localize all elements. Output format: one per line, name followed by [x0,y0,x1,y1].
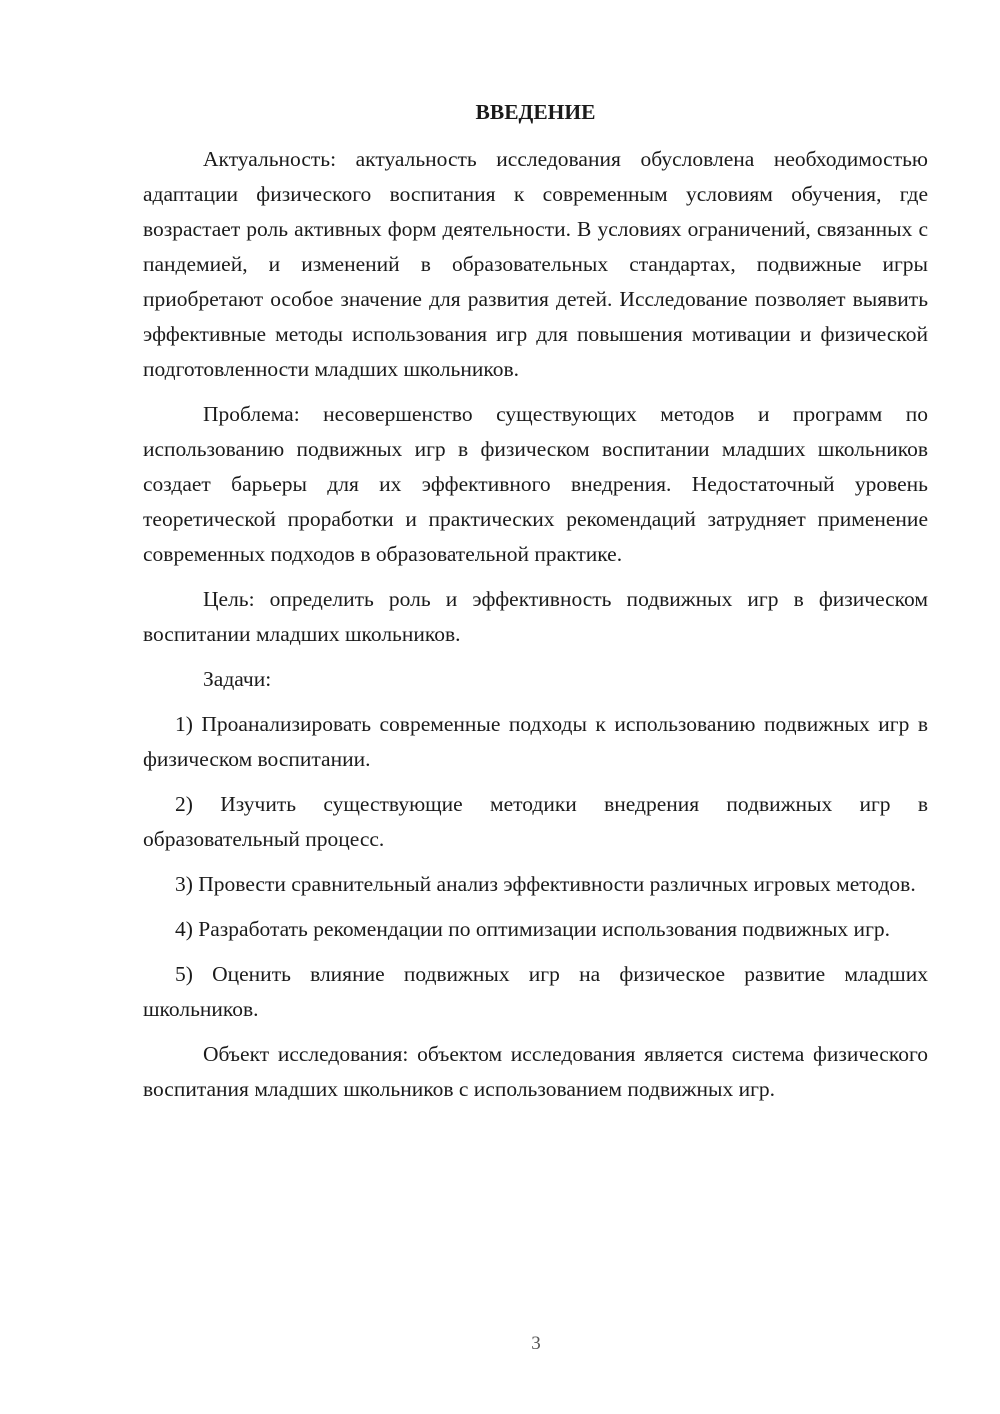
task-item: 4) Разработать рекомендации по оптимизации использования подвижных игр. [175,917,891,941]
task-item: 3) Провести сравнительный анализ эффективности различных игровых методов. [175,872,916,896]
problem-paragraph: Проблема: несовершенство существующих методов и программ по использованию подвижных игр в физическом воспитании младших школьников создает барьеры для их эффективного внедрения. Недостаточный уровень теоретической проработки и практических рекомендаций затрудняет применение современных подходов в образовательной практике. [143,402,928,566]
task-item: 2) Изучить существующие методики внедрения подвижных игр в образовательный процесс. [143,792,928,851]
section-title: ВВЕДЕНИЕ [475,100,596,124]
object-paragraph: Объект исследования: объектом исследования является система физического воспитания младших школьников с использованием подвижных игр. [143,1042,928,1101]
tasks-label: Задачи: [203,667,272,691]
task-item: 1) Проанализировать современные подходы к использованию подвижных игр в физическом воспитании. [143,712,928,771]
tasks-list [143,707,928,1027]
relevance-paragraph: Актуальность: актуальность исследования обусловлена необходимостью адаптации физического воспитания к современным условиям обучения, где возрастает роль активных форм деятельности. В условиях ограничений, связанных с пандемией, и изменений в образовательных стандартах, подвижные игры приобретают особое значение для развития детей. Исследование позволяет выявить эффективные методы использования игр для повышения мотивации и физической подготовленности младших школьников. [143,147,928,381]
page-number: 3 [531,1333,541,1354]
goal-paragraph: Цель: определить роль и эффективность подвижных игр в физическом воспитании младших школьников. [143,587,928,646]
task-item: 5) Оценить влияние подвижных игр на физическое развитие младших школьников. [143,962,928,1021]
document-page [143,95,928,1117]
